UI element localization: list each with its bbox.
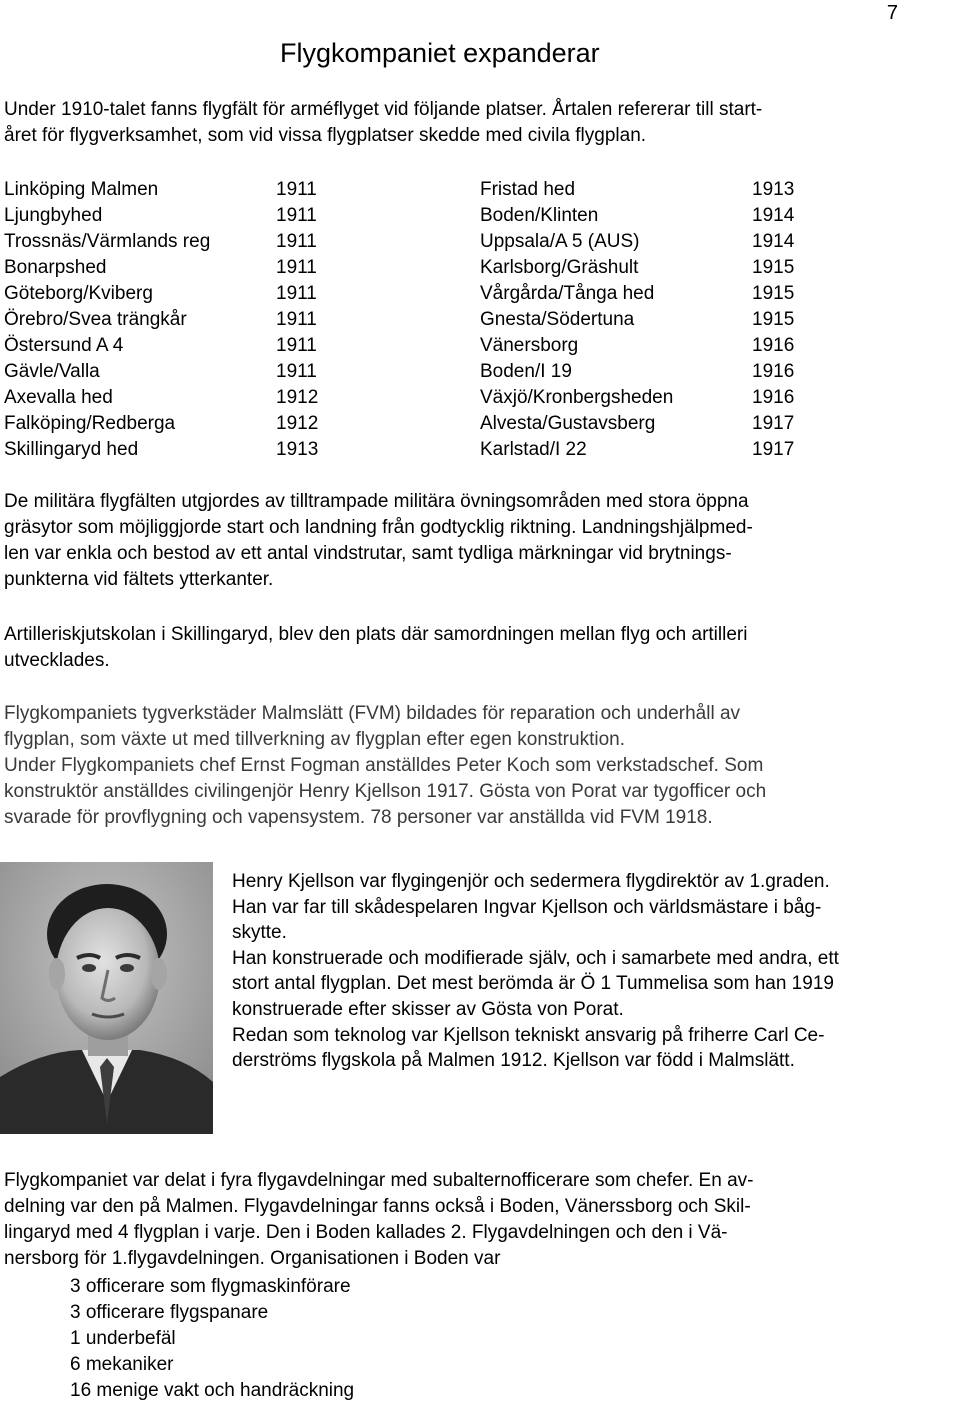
fvm-line: Flygkompaniets tygverkstäder Malmslätt (FVM) bildades för reparation och underhåll av: [4, 703, 741, 724]
airfield-row: [0, 359, 960, 385]
airfield-name: Alvesta/Gustavsberg: [480, 413, 656, 434]
divisions-line: lingaryd med 4 flygplan i varje. Den i Boden kallades 2. Flygavdelningen och den i Vä-: [4, 1222, 728, 1243]
airfield-row: [0, 203, 960, 229]
organisation-item: 3 officerare som flygmaskinförare: [70, 1276, 351, 1297]
airfield-name: Gnesta/Södertuna: [480, 309, 635, 330]
fvm-line: Under Flygkompaniets chef Ernst Fogman anställdes Peter Koch som verkstadschef. Som: [4, 755, 764, 776]
airfield-year: 1911: [276, 283, 317, 304]
airfield-year: 1913: [276, 439, 319, 460]
page-number: 7: [886, 2, 898, 24]
airfield-row: [0, 229, 960, 255]
caption-line: derströms flygskola på Malmen 1912. Kjellson var född i Malmslätt.: [232, 1050, 795, 1072]
fvm-line: konstruktör anställdes civilingenjör Henry Kjellson 1917. Gösta von Porat var tygofficer och: [4, 781, 767, 802]
airfield-year: 1911: [276, 205, 317, 226]
airfield-name: Östersund A 4: [4, 335, 124, 356]
airfield-year: 1916: [752, 361, 795, 382]
airfield-year: 1911: [276, 309, 317, 330]
airfield-row: [0, 411, 960, 437]
airfield-name: Karlsborg/Gräshult: [480, 257, 639, 278]
airfield-row: [0, 385, 960, 411]
airfield-year: 1911: [276, 361, 317, 382]
airfield-year: 1917: [752, 413, 795, 434]
caption-line: konstruerade efter skisser av Gösta von Porat.: [232, 998, 624, 1020]
divisions-line: Flygkompaniet var delat i fyra flygavdelningar med subalternofficerare som chefer. En av-: [4, 1170, 754, 1191]
airfield-row: [0, 307, 960, 333]
organisation-item: 16 menige vakt och handräckning: [70, 1380, 355, 1401]
airfield-name: Karlstad/I 22: [480, 439, 587, 460]
airfield-row: [0, 333, 960, 359]
airfield-name: Skillingaryd hed: [4, 439, 139, 460]
organisation-item: 6 mekaniker: [70, 1354, 174, 1375]
airfield-name: Gävle/Valla: [4, 361, 100, 382]
airfield-name: Boden/I 19: [480, 361, 572, 382]
organisation-item: 1 underbefäl: [70, 1328, 176, 1349]
airfield-name: Ljungbyhed: [4, 205, 103, 226]
caption-line: Han var far till skådespelaren Ingvar Kjellson och världsmästare i båg-: [232, 896, 822, 918]
fields-line: gräsytor som möjliggjorde start och landning från godtycklig riktning. Landningshjälpmed-: [4, 517, 753, 538]
airfield-name: Boden/Klinten: [480, 205, 599, 226]
airfield-row: [0, 437, 960, 463]
airfield-name: Uppsala/A 5 (AUS): [480, 231, 640, 252]
fields-line: punkterna vid fältets ytterkanter.: [4, 569, 274, 590]
airfield-year: 1912: [276, 413, 319, 434]
airfield-row: [0, 177, 960, 203]
artillery-line: utvecklades.: [4, 650, 110, 671]
airfield-row: [0, 255, 960, 281]
airfield-row: [0, 281, 960, 307]
airfield-name: Göteborg/Kviberg: [4, 283, 153, 304]
airfield-year: 1911: [276, 335, 317, 356]
intro-line: Under 1910-talet fanns flygfält för arméflyget vid följande platser. Årtalen refererar till start-: [4, 99, 763, 120]
airfield-year: 1916: [752, 387, 795, 408]
page-title: Flygkompaniet expanderar: [280, 38, 600, 68]
fvm-line: svarade för provflygning och vapensystem. 78 personer var anställda vid FVM 1918.: [4, 807, 713, 828]
portrait-illustration: [0, 862, 213, 1134]
fields-paragraph: [4, 489, 944, 593]
airfield-name: Bonarpshed: [4, 257, 107, 278]
airfield-year: 1917: [752, 439, 795, 460]
airfield-year: 1915: [752, 283, 795, 304]
artillery-line: Artilleriskjutskolan i Skillingaryd, blev den plats där samordningen mellan flyg och artilleri: [4, 624, 748, 645]
fvm-line: flygplan, som växte ut med tillverkning av flygplan efter egen konstruktion.: [4, 729, 625, 750]
airfield-year: 1911: [276, 179, 317, 200]
intro-paragraph: [4, 97, 944, 149]
airfield-year: 1911: [276, 257, 317, 278]
portrait-caption: [232, 869, 960, 1074]
divisions-line: delning var den på Malmen. Flygavdelningar fanns också i Boden, Vänerssborg och Skil-: [4, 1196, 751, 1217]
organisation-item: 3 officerare flygspanare: [70, 1302, 269, 1323]
airfield-name: Linköping Malmen: [4, 179, 159, 200]
divisions-paragraph: [4, 1168, 944, 1272]
divisions-line: nersborg för 1.flygavdelningen. Organisationen i Boden var: [4, 1248, 501, 1269]
caption-line: stort antal flygplan. Det mest berömda är Ö 1 Tummelisa som han 1919: [232, 973, 834, 995]
airfield-year: 1912: [276, 387, 319, 408]
airfield-year: 1915: [752, 257, 795, 278]
caption-line: skytte.: [232, 922, 287, 944]
fields-line: len var enkla och bestod av ett antal vindstrutar, samt tydliga märkningar vid brytnings-: [4, 543, 732, 564]
airfield-name: Trossnäs/Värmlands reg: [4, 231, 211, 252]
caption-line: Redan som teknolog var Kjellson tekniskt ansvarig på friherre Carl Ce-: [232, 1024, 825, 1046]
airfield-name: Fristad hed: [480, 179, 576, 200]
intro-line: året för flygverksamhet, som vid vissa flygplatser skedde med civila flygplan.: [4, 125, 647, 146]
airfield-name: Örebro/Svea trängkår: [4, 309, 187, 330]
airfield-year: 1914: [752, 231, 795, 252]
caption-line: Henry Kjellson var flygingenjör och sedermera flygdirektör av 1.graden.: [232, 871, 830, 892]
airfield-name: Vänersborg: [480, 335, 579, 356]
airfield-year: 1915: [752, 309, 795, 330]
organisation-list: [70, 1274, 354, 1404]
airfield-year: 1916: [752, 335, 795, 356]
airfield-year: 1914: [752, 205, 795, 226]
fvm-paragraph: [4, 701, 944, 831]
airfield-name: Vårgårda/Tånga hed: [480, 283, 655, 304]
airfield-name: Falköping/Redberga: [4, 413, 176, 434]
fields-line: De militära flygfälten utgjordes av tilltrampade militära övningsområden med stora öppna: [4, 491, 749, 512]
airfield-year: 1913: [752, 179, 795, 200]
airfield-name: Axevalla hed: [4, 387, 113, 408]
artillery-paragraph: [4, 622, 944, 674]
airfield-name: Växjö/Kronbergsheden: [480, 387, 674, 408]
airfield-year: 1911: [276, 231, 317, 252]
caption-line: Han konstruerade och modifierade själv, och i samarbete med andra, ett: [232, 947, 839, 969]
portrait-photo: [0, 862, 213, 1134]
